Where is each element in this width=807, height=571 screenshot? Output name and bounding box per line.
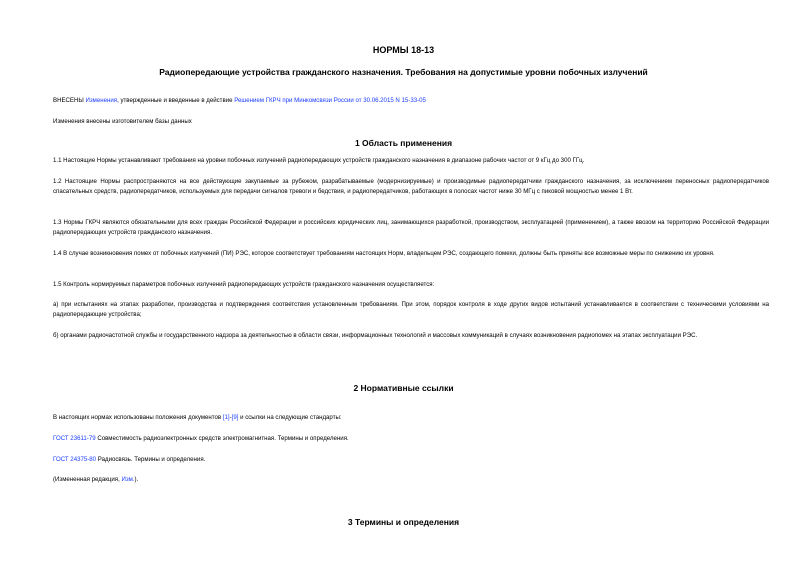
gost-24375-link[interactable]: ГОСТ 24375-80 bbox=[53, 456, 97, 463]
paragraph-1-3: 1.3 Нормы ГКРЧ являются обязательными для всех граждан Российской Федерации и российских юридических лиц, занимающихся разработкой, производством, эксплуатацией (применением), а также ввозом на территорию Российской Федерации радиопередающих устройств гражданского назначения. bbox=[53, 219, 769, 236]
amendment-link[interactable]: Изм. bbox=[121, 476, 135, 483]
decision-link[interactable]: Решением ГКРЧ при Минкомсвязи России от 30.06.2015 N 15-33-05 bbox=[234, 97, 426, 104]
gost-24375-text: Радиосвязь. Термины и определения. bbox=[96, 456, 206, 463]
section-2-heading: 2 Нормативные ссылки bbox=[353, 383, 454, 393]
document-subtitle: Радиопередающие устройства гражданского назначения. Требования на допустимые уровни побочных излучений bbox=[159, 67, 648, 77]
amendments-middle: , утвержденные и введенные в действие bbox=[117, 97, 235, 104]
paragraph-1-5-b: б) органами радиочастотной службы и государственного надзора за деятельностью в области связи, информационных технологий и массовых коммуникаций в случаях возникновения радиопомех на этапах эксплуатации РЭС. bbox=[53, 332, 698, 339]
amendments-line bbox=[53, 96, 769, 106]
paragraph-1-5: 1.5 Контроль нормируемых параметров побочных излучений радиопередающих устройств гражданского назначения осуществляется: bbox=[53, 281, 435, 288]
edit-note-suffix: ). bbox=[134, 476, 139, 483]
standard-gost-23611 bbox=[53, 434, 769, 444]
references-intro bbox=[53, 413, 769, 423]
edit-note bbox=[53, 475, 769, 485]
reference-1-link[interactable]: [1] bbox=[222, 414, 230, 421]
amendments-prefix: ВНЕСЕНЫ bbox=[53, 97, 86, 104]
amendments-link[interactable]: Изменения bbox=[85, 97, 118, 104]
gost-23611-link[interactable]: ГОСТ 23611-79 bbox=[53, 435, 96, 442]
gost-23611-text: Совместимость радиоэлектронных средств электромагнитная. Термины и определения. bbox=[95, 435, 349, 442]
references-prefix: В настоящих нормах использованы положения документов bbox=[53, 414, 223, 421]
database-note: Изменения внесены изготовителем базы данных bbox=[53, 118, 192, 125]
document-title: НОРМЫ 18-13 bbox=[372, 45, 435, 55]
references-dash: - bbox=[229, 414, 232, 421]
section-1-heading: 1 Область применения bbox=[354, 138, 453, 148]
paragraph-1-5-a: а) при испытаниях на этапах разработки, производства и подтверждения соответствия установленным требованиям. При этом, порядок контроля в ходе других видов испытаний устанавливается в соответствии с техническими условиями на радиопередающие устройства; bbox=[53, 301, 769, 318]
paragraph-1-2: 1.2 Настоящие Нормы распространяются на все действующие закупаемые за рубежом, разрабатываемые (модернизируемые) и производимые радиопередатчики гражданского назначения, за исключением переносных радиопередатчиков спасательных средств, радиопередатчиков, используемых для передачи сигналов тревоги и бедствия, и радиопередатчиков, работающих в полосах частот ниже 30 МГц с пиковой мощностью менее 1 Вт. bbox=[53, 178, 769, 195]
paragraph-1-1: 1.1 Настоящие Нормы устанавливают требования на уровни побочных излучений радиопередающих устройств гражданского назначения в диапазоне рабочих частот от 9 кГц до 300 ГГц. bbox=[53, 157, 585, 164]
edit-note-prefix: (Измененная редакция, bbox=[53, 476, 122, 483]
references-suffix: и ссылки на следующие стандарты: bbox=[238, 414, 342, 421]
reference-9-link[interactable]: [9] bbox=[231, 414, 239, 421]
paragraph-1-4: 1.4 В случае возникновения помех от побочных излучений (ПИ) РЭС, которое соответствует требованиям настоящих Норм, владельцем РЭС, создающего помехи, должны быть приняты все возможные меры по снижению их уровня. bbox=[53, 250, 715, 257]
section-3-heading: 3 Термины и определения bbox=[347, 517, 460, 527]
standard-gost-24375 bbox=[53, 455, 769, 465]
